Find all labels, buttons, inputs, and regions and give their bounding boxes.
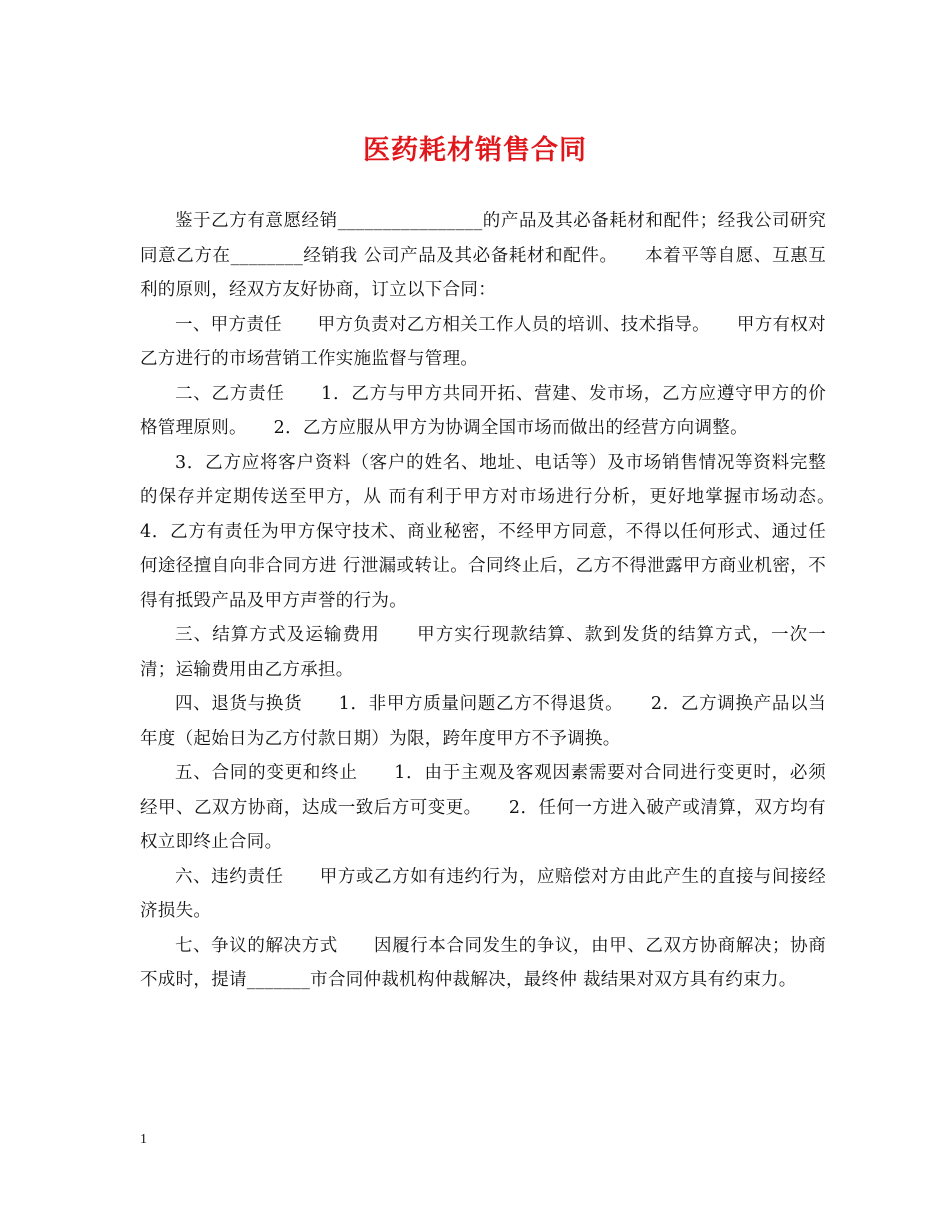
clause-party-b-responsibility: 二、乙方责任 1．乙方与甲方共同开拓、营建、发市场，乙方应遵守甲方的价格管理原则。 2．乙方应服从甲方为协调全国市场而做出的经营方向调整。 [140,383,826,438]
document-title: 医药耗材销售合同 [363,135,587,166]
clause-change-termination: 五、合同的变更和终止 1．由于主观及客观因素需要对合同进行变更时，必须经甲、乙双方协商，达成一致后方可变更。 2．任何一方进入破产或清算，双方均有权立即终止合同。 [140,763,826,852]
clause-party-a-responsibility: 一、甲方责任 甲方负责对乙方相关工作人员的培训、技术指导。 甲方有权对乙方进行的市场营销工作实施监督与管理。 [140,314,826,369]
document-body [140,204,862,998]
preamble-paragraph: 鉴于乙方有意愿经销________________的产品及其必备耗材和配件；经我公司研究同意乙方在________经销我 公司产品及其必备耗材和配件。 本着平等自愿、互惠互利的原则，经双方友好协商，订立以下合同： [140,211,826,300]
page-number: 1 [140,1132,147,1147]
clause-returns-exchanges: 四、退货与换货 1．非甲方质量问题乙方不得退货。 2．乙方调换产品以当年度（起始日为乙方付款日期）为限，跨年度甲方不予调换。 [140,694,826,749]
clause-settlement-transport: 三、结算方式及运输费用 甲方实行现款结算、款到发货的结算方式，一次一清；运输费用由乙方承担。 [140,625,826,680]
clause-breach-liability: 六、违约责任 甲方或乙方如有违约行为，应赔偿对方由此产生的直接与间接经济损失。 [140,866,826,921]
clause-party-b-responsibility-cont: 3．乙方应将客户资料（客户的姓名、地址、电话等）及市场销售情况等资料完整的保存并定期传送至甲方，从 而有利于甲方对市场进行分析，更好地掌握市场动态。 4．乙方有责任为甲方保守技术、商业秘密，不经甲方同意，不得以任何形式、通过任何途径擅自向非合同方进 行泄漏或转让。合同终止后，乙方不得泄露甲方商业机密，不得有抵毁产品及甲方声誉的行为。 [140,452,862,611]
clause-dispute-resolution: 七、争议的解决方式 因履行本合同发生的争议，由甲、乙双方协商解决；协商不成时，提请_______市合同仲裁机构仲裁解决，最终仲 裁结果对双方具有约束力。 [140,935,826,990]
